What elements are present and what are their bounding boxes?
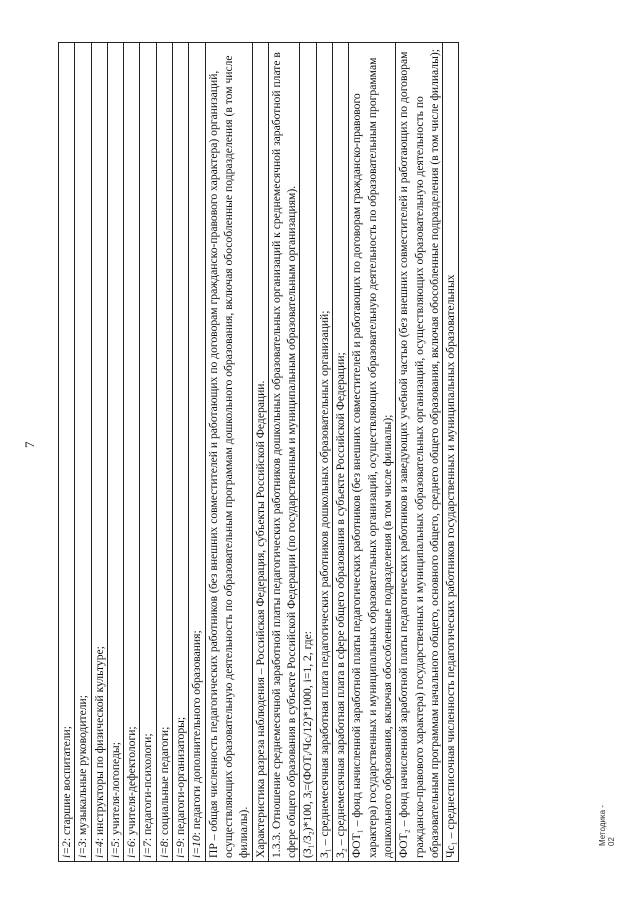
table-row	[349, 43, 396, 862]
table-row	[443, 43, 459, 862]
row-text: : инструкторы по физической культуре;	[92, 646, 106, 842]
index-variable: i=10	[190, 835, 204, 858]
table-row	[107, 43, 123, 862]
table-row	[252, 43, 268, 862]
table-row	[205, 43, 252, 862]
rotated-content	[58, 42, 578, 862]
table-row	[189, 43, 205, 862]
row-text: Чс₁ – среднесписочная численность педагогических работников государственных и муниципальных образовательных	[443, 43, 459, 862]
row-text: : педагоги-организаторы;	[174, 716, 188, 842]
row-text: Характеристика разреза наблюдения – Российская Федерация, субъекты Российской Федерации.	[252, 43, 268, 862]
indicator-table	[58, 42, 459, 862]
row-text: З₂ – среднемесячная заработная плата в сфере общего образования в субъекте Российской Федерации;	[333, 43, 349, 862]
row-text: : социальные педагоги;	[157, 726, 171, 842]
table-row	[59, 43, 75, 862]
table-row	[316, 43, 332, 862]
table-row	[75, 43, 91, 862]
table-row	[333, 43, 349, 862]
table-row	[173, 43, 189, 862]
index-variable: i=8	[157, 841, 171, 858]
table-row	[396, 43, 443, 862]
row-text: ФОТ₂ – фонд начисленной заработной платы педагогических работников и заведующих учебной частью (без внешних совместителей и работающих по договорам гражданско-правового характера) государственных и муниципальных образовательных организаций, осуществляющих образовательную деятельность по образовательным программам начального общего, основного общего, среднего общего образования, включая обособленные подразделения (в том числе филиалы);	[396, 43, 443, 862]
index-variable: i=4	[92, 841, 106, 858]
table-row	[268, 43, 300, 862]
row-text: : музыкальные руководители;	[76, 695, 90, 842]
row-text: : учителя-дефектологи;	[125, 726, 139, 842]
page-number: 7	[22, 441, 37, 448]
row-text: 1.3.3. Отношение среднемесячной заработной платы педагогических работников дошкольных образовательных организаций к среднемесячной заработной плате в сфере общего образования в субъекте Российской Федерации (по государственным и муниципальным образовательным организациям).	[268, 43, 300, 862]
table-row	[300, 43, 316, 862]
row-text: З₁ – среднемесячная заработная плата педагогических работников дошкольных образовательных организаций;	[316, 43, 332, 862]
row-text: : учителя-логопеды;	[108, 742, 122, 842]
index-variable: i=5	[108, 841, 122, 858]
index-variable: i=2	[60, 841, 73, 858]
row-text: ФОТ₁ – фонд начисленной заработной платы педагогических работников (без внешних совместителей и работающих по договорам гражданско-правового характера) государственных и муниципальных образовательных организаций, осуществляющих образовательную деятельность по образовательным программам дошкольного образования, включая обособленные подразделения (в том числе филиалы);	[349, 43, 396, 862]
table-row	[156, 43, 172, 862]
formula-text: (З₁/З₂)*100, Зᵢ=(ФОТᵢ/Чсᵢ/12)*1000, i=1, 2, где:	[300, 43, 316, 862]
table-row	[91, 43, 107, 862]
index-variable: i=6	[125, 841, 139, 858]
index-variable: i=9	[174, 841, 188, 858]
row-text: : педагоги дополнительного образования;	[190, 630, 204, 836]
footer-label: Методика - 02	[598, 805, 616, 846]
index-variable: i=7	[141, 841, 155, 858]
table-row	[124, 43, 140, 862]
row-text: ПР – общая численность педагогических работников (без внешних совместителей и работающих по договорам гражданско-правового характера) организаций, осуществляющих образовательную деятельность по образовательным программам дошкольного образования, включая обособленные подразделения (в том числе филиалы).	[205, 43, 252, 862]
row-text: : педагоги-психологи;	[141, 733, 155, 842]
row-text: : старшие воспитатели;	[60, 726, 73, 842]
index-variable: i=3	[76, 841, 90, 858]
table-row	[140, 43, 156, 862]
